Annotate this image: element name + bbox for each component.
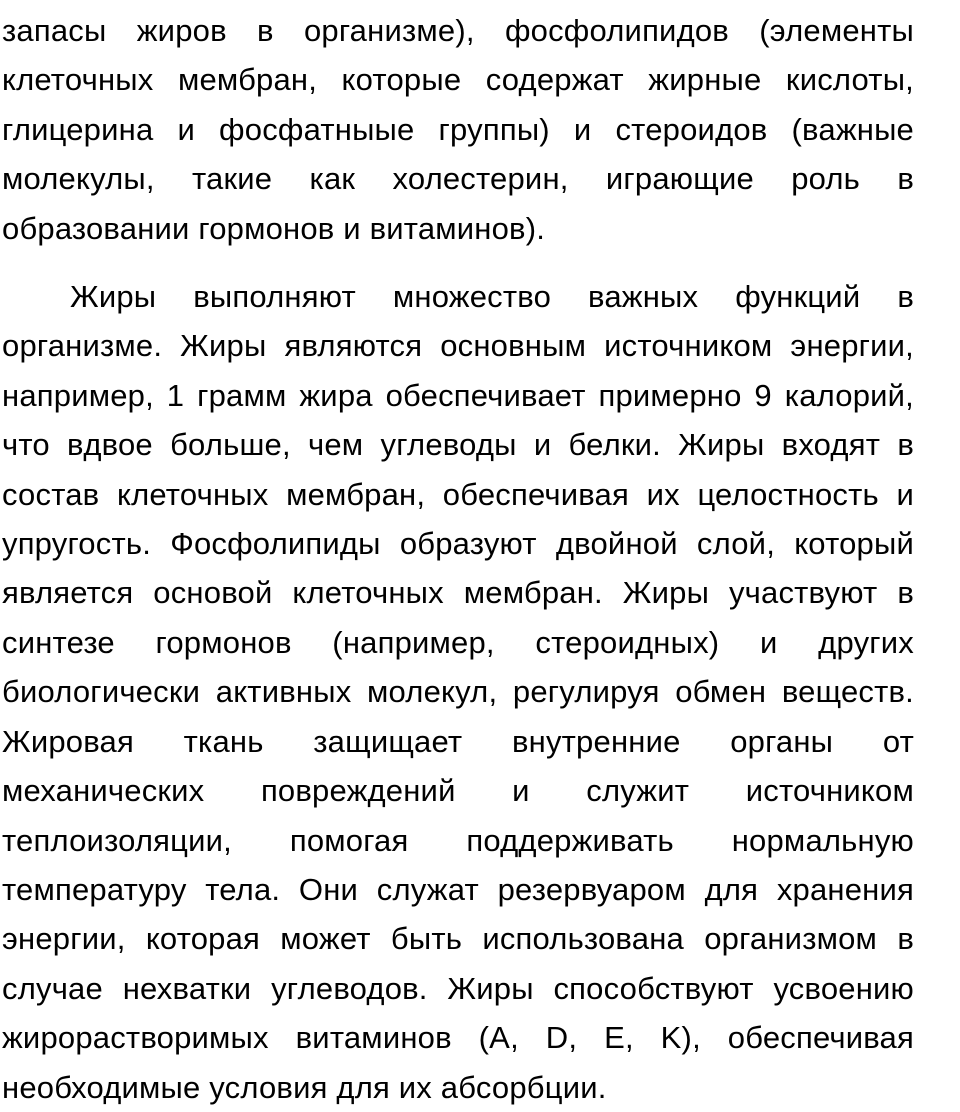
paragraph-fat-functions: Жиры выполняют множество важных функций в организме. Жиры являются основным источником энергии, например, 1 грамм жира обеспечивает примерно 9 калорий, что вдвое больше, чем углеводы и белки. Жиры входят в состав клеточных мембран, обеспечивая их целостность и упругость. Фосфолипиды образуют двойной слой, который является основой клеточных мембран. Жиры участвуют в синтезе гормонов (например, стероидных) и других биологически активных молекул, регулируя обмен веществ. Жировая ткань защищает внутренние органы от механических повреждений и служит источником теплоизоляции, помогая поддерживать нормальную температуру тела. Они служат резервуаром для хранения энергии, которая может быть использована организмом в случае нехватки углеводов. Жиры способствуют усвоению жирорастворимых витаминов (A, D, E, K), обеспечивая необходимые условия для их абсорбции. [2,279,914,1105]
paragraph-continuation: запасы жиров в организме), фосфолипидов (элементы клеточных мембран, которые содержат жирные кислоты, глицерина и фосфатныые группы) и стероидов (важные молекулы, такие как холестерин, играющие роль в образовании гормонов и витаминов). [2,13,914,246]
document-page [2,6,914,1112]
